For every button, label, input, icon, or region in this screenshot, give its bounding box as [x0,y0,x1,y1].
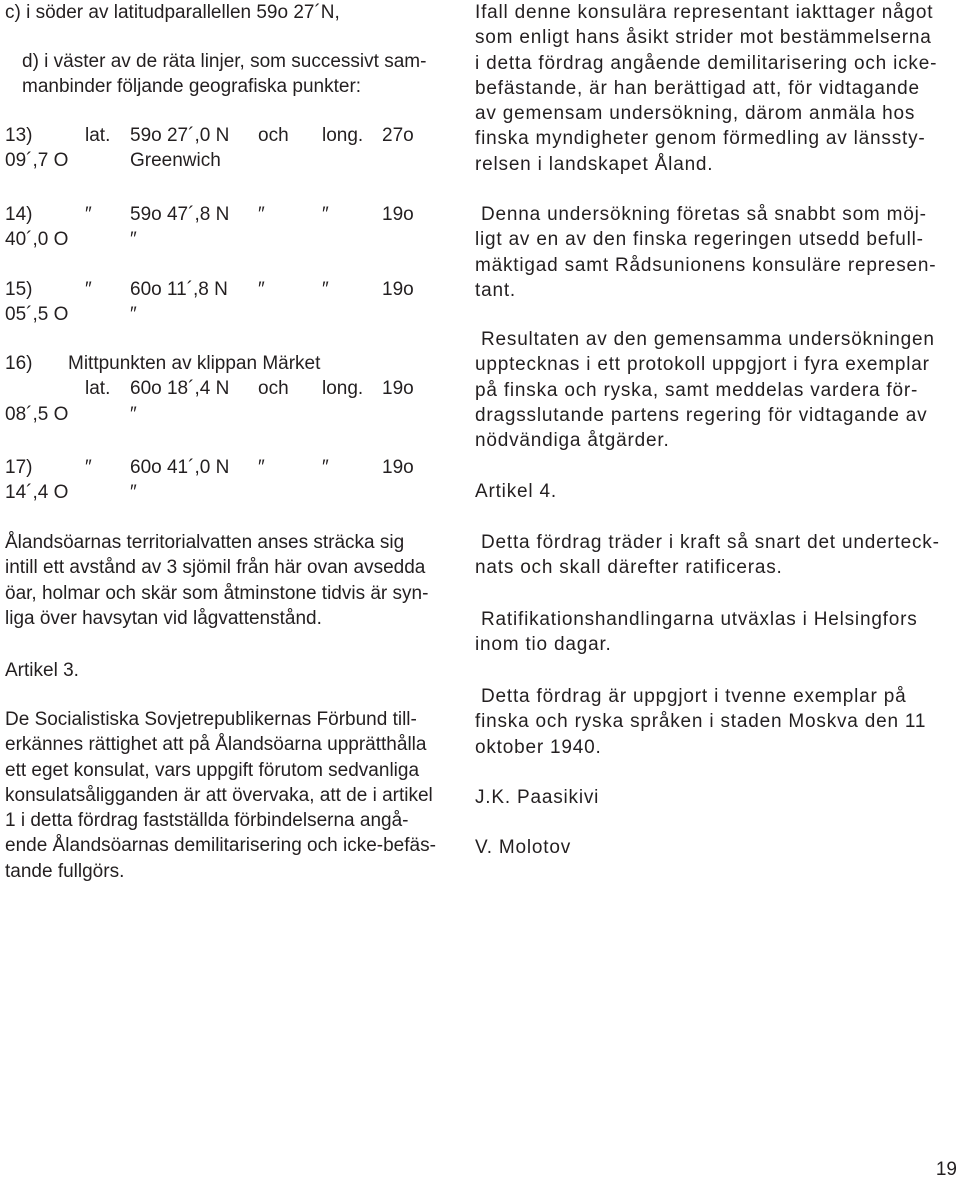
latitude: 60o 18´,4 N [130,378,230,400]
longitude-degrees: 19o [382,457,414,478]
article-3-heading: Artikel 3. [5,660,79,681]
conjunction: ″ [258,279,265,300]
point-number: 13) [5,125,33,146]
point-line [0,402,440,427]
long-label: ″ [322,457,329,478]
point-number: 16) [5,353,33,374]
territorial-waters-paragraph: Ålandsöarnas territorialvatten anses sträcka sig intill ett avstånd av 3 sjömil från här ovan avsedda öar, holmar och skär som åtminstone tidvis är syn- liga över havsytan vid lågvattenstånd. [5,532,429,629]
long-label: ″ [322,279,329,300]
longitude-reference: ″ [130,229,137,251]
boundary-item-c: c) i söder av latitudparallellen 59o 27´N, [5,2,340,23]
signature-paasikivi: J.K. Paasikivi [475,787,600,808]
longitude-degrees: 19o [382,378,414,400]
point-number: 14) [5,204,33,225]
long-label: long. [322,125,364,146]
point-line [0,202,440,227]
point-line [0,480,440,505]
point-17 [0,455,440,506]
investigation-paragraph: Denna undersökning företas så snabbt som möj- ligt av en av den finska regeringen utsedd befull- mäktigad samt Rådsunionens konsuläre represen- tant. [475,204,937,301]
conjunction: och [258,378,289,400]
signature-molotov: V. Molotov [475,837,572,858]
longitude-reference: ″ [130,304,137,326]
conjunction: ″ [258,457,265,478]
longitude-degrees: 19o [382,204,414,225]
long-label: long. [322,378,364,400]
point-line [0,302,440,327]
longitude-minutes: 09´,7 O [5,150,69,172]
lat-label: ″ [85,204,92,225]
article-3-paragraph: De Socialistiska Sovjetrepublikernas Förbund till- erkännes rättighet att på Ålandsöarna upprätthålla ett eget konsulat, vars uppgift förutom sedvanliga konsulatsåligganden är att övervaka, att de i artikel 1 i detta fördrag fastställda förbindelserna angå- ende Ålandsöarnas demilitarisering och icke-befäs- tande fullgörs. [5,709,436,882]
point-line [0,123,440,148]
longitude-minutes: 08´,5 O [5,403,69,425]
article-4-heading: Artikel 4. [475,481,557,502]
lat-label: ″ [85,279,92,300]
latitude: 60o 41´,0 N [130,457,230,478]
point-14 [0,202,440,253]
point-line [0,455,440,480]
lat-label: lat. [85,378,111,400]
point-15 [0,277,440,328]
point-line [0,376,440,401]
latitude: 59o 27´,0 N [130,125,230,146]
lat-label: ″ [85,457,92,478]
point-number: 17) [5,457,33,478]
longitude-minutes: 14´,4 O [5,482,69,504]
entry-into-force-paragraph: Detta fördrag träder i kraft så snart det underteck- nats och skall därefter ratificeras. [475,532,940,579]
consul-paragraph: Ifall denne konsulära representant iakttager något som enligt hans åsikt strider mot bestämmelserna i detta fördrag angående demilitarisering och icke- befästande, är han berättigad att, för vidtagande av gemensam undersökning, därom anmäla hos finska myndigheter genom förmedling av länssty- relsen i landskapet Åland. [475,2,938,175]
point-line [0,351,440,376]
point-line [0,277,440,302]
longitude-minutes: 05´,5 O [5,304,69,326]
point-line [0,227,440,252]
point-name: Mittpunkten av klippan Märket [68,353,321,374]
copies-paragraph: Detta fördrag är uppgjort i tvenne exemplar på finska och ryska språken i staden Moskva den 11 oktober 1940. [475,686,927,758]
point-13 [0,123,440,174]
results-paragraph: Resultaten av den gemensamma undersökningen upptecknas i ett protokoll uppgjort i fyra exemplar på finska och ryska, samt meddelas vardera för- dragsslutande partens regering för vidtagande av nödvändiga åtgärder. [475,329,935,452]
conjunction: ″ [258,204,265,225]
longitude-reference: ″ [130,403,137,425]
point-16 [0,351,440,427]
conjunction: och [258,125,289,146]
boundary-item-d: d) i väster av de räta linjer, som successivt sam- manbinder följande geografiska punkter: [22,51,427,98]
lat-label: lat. [85,125,111,146]
page-number: 19 [935,1159,957,1180]
ratification-paragraph: Ratifikationshandlingarna utväxlas i Helsingfors inom tio dagar. [475,609,918,656]
longitude-degrees: 27o [382,125,414,146]
point-number: 15) [5,279,33,300]
longitude-degrees: 19o [382,279,414,300]
latitude: 59o 47´,8 N [130,204,230,225]
point-line [0,148,440,173]
longitude-reference: ″ [130,482,137,504]
long-label: ″ [322,204,329,225]
longitude-reference: Greenwich [130,150,221,172]
longitude-minutes: 40´,0 O [5,229,69,251]
latitude: 60o 11´,8 N [130,279,228,300]
